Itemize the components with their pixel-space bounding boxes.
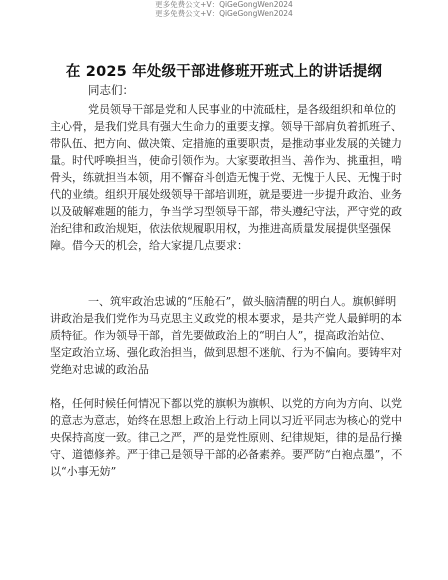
document-title: 在 2025 年处级干部进修班开班式上的讲话提纲 <box>65 64 383 80</box>
paragraph-intro: 党员领导干部是党和人民事业的中流砥柱，是各级组织和单位的主心骨，是我们党具有强大生命力的重要支撑。领导干部肩负着抓班子、带队伍、把方向、做决策、定措施的重要职责，是推动事业发展的关键力量。时代呼唤担当，使命引领作为。大家要敢担当、善作为、挑重担，啃骨头，练就担当本领，用不懈奋斗创造无愧于党、无愧于人民、无愧于时代的业绩。组织开展处级领导干部培训班，就是要进一步提升政治、业务以及破解难题的能力，争当学习型领导干部，带头遵纪守法，严守党的政治纪律和政治规矩，依法依规履职用权，为推进高质量发展提供坚强保障。借今天的机会，给大家提几点要求： <box>50 103 402 252</box>
watermark-line-1: 更多免费公文+V：QiGeGongWen2024 <box>155 0 293 9</box>
salutation: 同志们： <box>88 83 134 97</box>
watermark-line-2: 更多免费公文+V：QiGeGongWen2024 <box>155 9 293 18</box>
paragraph-section-one-continued: 格，任何时候任何情况下都以党的旗帜为旗帜、以党的方向为方向、以党的意志为意志，始终在思想上政治上行动上同以习近平同志为核心的党中央保持高度一致。律己之严，严的是党性原则、纪律规矩，律的是品行操守、道德修养。严于律己是领导干部的必备素养。要严防“白袍点墨”，不以“小事无妨” <box>50 397 403 478</box>
paragraph-section-one: 一、筑牢政治忠诚的“压舱石”，做头脑清醒的明白人。旗帜鲜明讲政治是我们党作为马克思主义政党的根本要求，是共产党人最鲜明的本质特征。作为领导干部，首先要做政治上的“明白人”，提高政治站位、坚定政治立场、强化政治担当，做到思想不迷航、行为不偏向。要铸牢对党绝对忠诚的政治品 <box>50 295 402 376</box>
